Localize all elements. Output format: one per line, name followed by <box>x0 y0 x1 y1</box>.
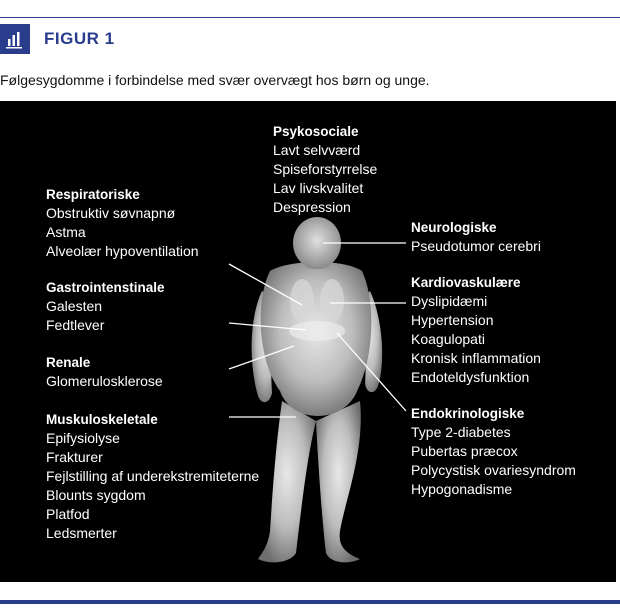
list-item: Ledsmerter <box>46 525 117 541</box>
group-renale <box>46 353 163 391</box>
list-item: Epifysiolyse <box>46 430 120 446</box>
list-item: Koagulopati <box>411 331 485 347</box>
list-item: Despression <box>273 199 351 215</box>
figure-label: FIGUR 1 <box>44 29 115 48</box>
group-title: Neurologiske <box>411 220 497 235</box>
group-title: Gastrointenstinale <box>46 280 165 295</box>
list-item: Kronisk inflammation <box>411 350 541 366</box>
list-item: Hypertension <box>411 312 494 328</box>
list-item: Alveolær hypoventilation <box>46 243 199 259</box>
list-item: Fejlstilling af underekstremiteterne <box>46 468 260 484</box>
group-psykosociale <box>273 122 377 217</box>
bottom-rule <box>0 600 620 604</box>
list-item: Blounts sygdom <box>46 487 146 503</box>
group-endokrinologiske <box>411 404 576 499</box>
list-item: Glomerulosklerose <box>46 373 163 389</box>
figure-caption: Følgesygdomme i forbindelse med svær overvægt hos børn og unge. <box>0 72 430 88</box>
list-item: Galesten <box>46 298 103 314</box>
group-title: Psykosociale <box>273 124 359 139</box>
group-title: Kardiovaskulære <box>411 275 521 290</box>
list-item: Hypogonadisme <box>411 481 513 497</box>
list-item: Astma <box>46 224 86 240</box>
group-title: Renale <box>46 355 91 370</box>
bar-chart-icon <box>0 24 30 54</box>
list-item: Lavt selvværd <box>273 142 361 158</box>
top-rule <box>0 17 620 18</box>
figure-panel <box>0 101 616 582</box>
group-muskuloskeletale <box>46 410 259 543</box>
list-item: Pseudotumor cerebri <box>411 238 541 254</box>
list-item: Spiseforstyrrelse <box>273 161 378 177</box>
list-item: Obstruktiv søvnapnø <box>46 205 176 221</box>
body-silhouette <box>252 217 383 562</box>
list-item: Pubertas præcox <box>411 443 518 459</box>
group-title: Muskuloskeletale <box>46 412 158 427</box>
list-item: Lav livskvalitet <box>273 180 364 196</box>
list-item: Dyslipidæmi <box>411 293 488 309</box>
group-title: Respiratoriske <box>46 187 140 202</box>
list-item: Fedtlever <box>46 317 105 333</box>
group-gastrointestinale <box>46 278 165 335</box>
list-item: Frakturer <box>46 449 103 465</box>
list-item: Platfod <box>46 506 90 522</box>
list-item: Polycystisk ovariesyndrom <box>411 462 576 478</box>
list-item: Endoteldysfunktion <box>411 369 530 385</box>
list-item: Type 2-diabetes <box>411 424 511 440</box>
group-neurologiske <box>411 218 541 256</box>
group-title: Endokrinologiske <box>411 406 525 421</box>
group-kardiovaskulaere <box>411 273 541 387</box>
group-respiratoriske <box>46 185 199 261</box>
